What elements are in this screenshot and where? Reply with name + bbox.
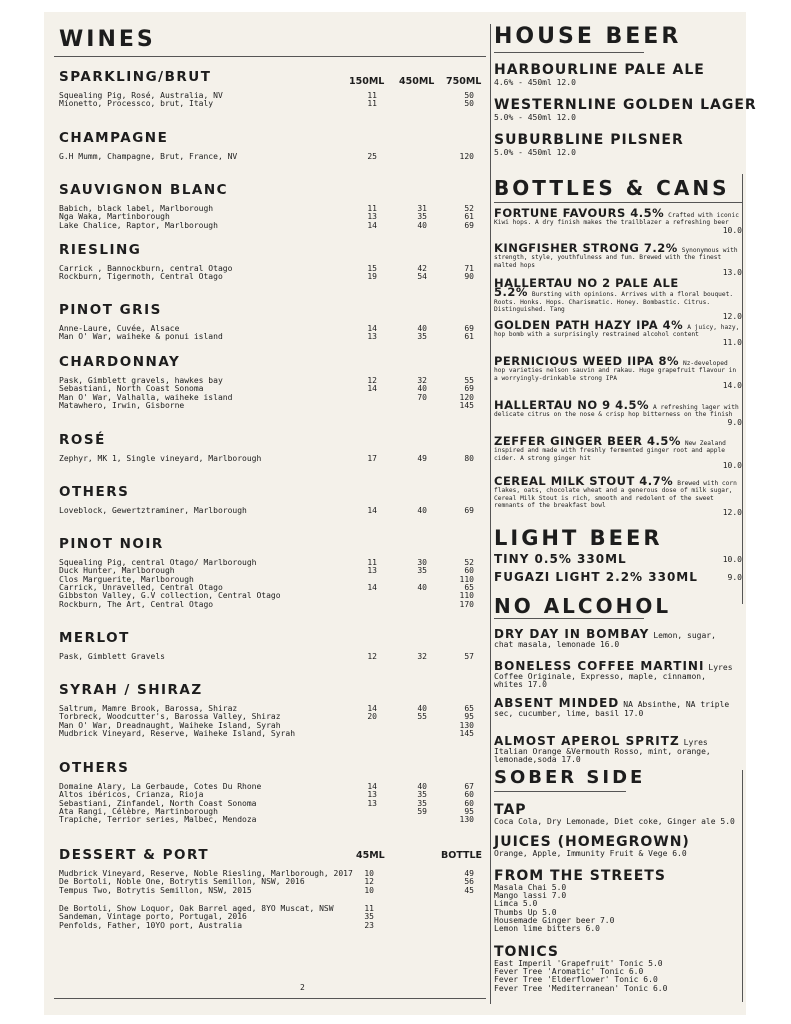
bottle-price: 12.0 <box>722 508 742 518</box>
wine-price: 60 <box>464 566 474 576</box>
wine-price: 12 <box>367 652 377 661</box>
dessert-price-45: 12 <box>364 877 374 887</box>
wine-price: 40 <box>417 704 427 713</box>
sober-title: SOBER SIDE <box>494 767 646 788</box>
wine-name: Man O' War, Valhalla, waiheke island <box>59 392 233 402</box>
bottle-item <box>494 206 742 235</box>
no-alcohol-title: NO ALCOHOL <box>494 594 672 618</box>
wine-price: 50 <box>464 99 474 109</box>
wine-name: Squealing Pig, Rosé, Australia, NV <box>59 91 223 100</box>
wine-section-title-pinotgris: PINOT GRIS <box>59 302 162 318</box>
sober-rule <box>494 791 626 792</box>
streets-title: FROM THE STREETS <box>494 868 666 884</box>
dessert-price-bottle: 45 <box>464 885 474 895</box>
streets-item: Lemon lime bitters 6.0 <box>494 924 600 934</box>
wine-price: 11 <box>367 558 377 567</box>
bottle-price: 9.0 <box>727 417 742 427</box>
wine-col-750: 750ML <box>446 76 482 87</box>
wine-name: Domaine Alary, La Gerbaude, Cotes Du Rhone <box>59 782 262 791</box>
wine-price: 17 <box>367 454 377 463</box>
bottle-price: 13.0 <box>722 268 742 278</box>
wine-price: 90 <box>464 272 474 282</box>
wine-price: 110 <box>459 574 474 584</box>
bottle-name: FORTUNE FAVOURS 4.5% <box>494 206 665 220</box>
wine-price: 52 <box>464 204 474 213</box>
dessert-price-45: 35 <box>364 912 374 922</box>
bottle-name: ZEFFER GINGER BEER 4.5% <box>494 434 681 448</box>
wine-price: 65 <box>464 704 474 713</box>
no-alcohol-item <box>494 627 739 649</box>
tap-title: TAP <box>494 802 527 818</box>
wine-name: Zephyr, MK 1, Single vineyard, Marlborough <box>59 454 262 463</box>
wine-name: Rockburn, The Art, Central Otago <box>59 599 214 609</box>
bottle-desc: Nz-developed hop varieties nelson sauvin and rakau. Huge grapefruit flavour in a worryingly-drinkable strong IPA <box>494 360 737 382</box>
wine-name: Saltrum, Mamre Brook, Barossa, Shiraz <box>59 704 238 713</box>
wine-name: Matawhero, Irwin, Gisborne <box>59 400 185 410</box>
wines-bottom-rule <box>54 998 486 999</box>
wine-name: Pask, Gimblett gravels, hawkes bay <box>59 376 223 385</box>
dessert-col-bottle: BOTTLE <box>441 850 483 861</box>
wine-price: 30 <box>417 558 427 567</box>
bottle-item <box>494 276 742 322</box>
bottle-price: 11.0 <box>722 337 742 347</box>
bottle-item <box>494 318 742 347</box>
tonics-list <box>494 960 667 993</box>
no-alcohol-item <box>494 696 739 718</box>
wine-section-title-pinotnoir: PINOT NOIR <box>59 536 164 552</box>
wine-price: 60 <box>464 790 474 800</box>
wine-price: 42 <box>417 264 427 273</box>
wine-name: Duck Hunter, Marlborough <box>59 566 175 576</box>
wine-price: 59 <box>417 806 427 816</box>
bottle-price: 10.0 <box>722 225 742 235</box>
house-beer-3-detail: 5.0% - 450ml 12.0 <box>494 148 576 157</box>
streets-item: Masala Chai 5.0 <box>494 883 567 892</box>
no-alcohol-item <box>494 734 739 765</box>
house-beer-1-detail: 4.6% - 450ml 12.0 <box>494 78 576 87</box>
wines-title-rule <box>54 56 486 57</box>
bottle-item <box>494 241 742 278</box>
bottle-name: CEREAL MILK STOUT 4.7% <box>494 474 674 488</box>
wine-price: 145 <box>459 400 474 410</box>
wine-name: Man O' War, waiheke & ponui island <box>59 332 223 342</box>
wine-price: 12 <box>367 376 377 385</box>
wine-price: 130 <box>459 815 474 825</box>
streets-item: Mango lassi 7.0 <box>494 891 567 901</box>
dessert-price-45: 10 <box>364 885 374 895</box>
dessert-title: DESSERT & PORT <box>59 847 210 863</box>
streets-item: Thumbs Up 5.0 <box>494 907 557 917</box>
right-border <box>742 174 743 604</box>
no-alcohol-desc: NA Absinthe, NA triple sec, cucumber, lime, basil 17.0 <box>494 700 730 718</box>
wine-name: Pask, Gimblett Gravels <box>59 652 165 661</box>
wine-section-title-sparkling: SPARKLING/BRUT <box>59 69 212 85</box>
wine-price: 40 <box>417 582 427 592</box>
wine-price: 50 <box>464 91 474 100</box>
wine-price: 35 <box>417 798 427 808</box>
wine-price: 35 <box>417 566 427 576</box>
tonics-item: Fever Tree 'Aromatic' Tonic 6.0 <box>494 967 644 977</box>
wine-price: 67 <box>464 782 474 791</box>
wine-price: 13 <box>367 212 377 222</box>
dessert-name: Penfolds, Father, 10YO port, Australia <box>59 920 243 930</box>
bottle-item <box>494 474 742 518</box>
wine-name: G.H Mumm, Champagne, Brut, France, NV <box>59 152 238 161</box>
light-beer-2-price: 9.0 <box>727 573 742 582</box>
wine-name: Anne-Laure, Cuvée, Alsace <box>59 324 180 333</box>
wine-price: 14 <box>367 506 377 515</box>
juices-title: JUICES (HOMEGROWN) <box>494 834 690 850</box>
dessert-price-45: 23 <box>364 920 374 930</box>
bottles-rule <box>494 202 742 203</box>
streets-item: Housemade Ginger beer 7.0 <box>494 915 615 925</box>
light-beer-1-name: TINY 0.5% 330ML <box>494 552 627 566</box>
wine-name: Loveblock, Gewertztraminer, Marlborough <box>59 506 247 515</box>
wine-section-title-riesling: RIESLING <box>59 242 142 258</box>
wine-name: Mionetto, Processco, brut, Italy <box>59 99 214 109</box>
wine-price: 54 <box>417 272 427 282</box>
wine-price: 69 <box>464 220 474 230</box>
wine-price: 69 <box>464 384 474 394</box>
tap-desc: Coca Cola, Dry Lemonade, Diet coke, Ginger ale 5.0 <box>494 817 735 826</box>
wine-section-title-others1: OTHERS <box>59 484 130 500</box>
wine-price: 14 <box>367 704 377 713</box>
wine-price: 145 <box>459 728 474 738</box>
wine-price: 40 <box>417 324 427 333</box>
wine-price: 60 <box>464 798 474 808</box>
juices-desc: Orange, Apple, Immunity Fruit & Vege 6.0 <box>494 849 687 858</box>
tonics-title: TONICS <box>494 944 559 960</box>
bottle-desc: Crafted with iconic Kiwi hops. A dry finish makes the trailblazer a refreshing beer <box>494 212 739 227</box>
dessert-name: Mudbrick Vineyard, Reserve, Noble Riesling, Marlborough, 2017 <box>59 869 353 878</box>
light-beer-title: LIGHT BEER <box>494 526 663 550</box>
dessert-price-bottle: 49 <box>464 869 474 878</box>
menu-page <box>44 12 757 1015</box>
wine-price: 40 <box>417 506 427 515</box>
sober-border <box>742 770 743 1002</box>
wine-price: 170 <box>459 599 474 609</box>
no-alcohol-item <box>494 659 739 690</box>
no-alcohol-desc: Lyres Coffee Originale, Expresso, maple, cinnamon, whites 17.0 <box>494 663 733 689</box>
wine-price: 71 <box>464 264 474 273</box>
house-beer-title: HOUSE BEER <box>494 24 682 49</box>
wine-name: Carrick, Unravelled, Central Otago <box>59 582 223 592</box>
wine-price: 35 <box>417 332 427 342</box>
wine-price: 32 <box>417 376 427 385</box>
wine-name: Nga Waka, Martinborough <box>59 212 170 222</box>
wine-price: 61 <box>464 332 474 342</box>
bottle-desc: Synonymous with strength, style, youthfulness and fun. Brewed with the finest malted hops <box>494 247 738 269</box>
streets-item: Limca 5.0 <box>494 899 538 909</box>
wine-name: Rockburn, Tigermoth, Central Otago <box>59 272 223 282</box>
wine-price: 57 <box>464 652 474 661</box>
wines-title: WINES <box>59 27 156 52</box>
wine-price: 14 <box>367 782 377 791</box>
no-alcohol-desc: Lemon, sugar, chat masala, lemonade 16.0 <box>494 631 716 649</box>
wine-name: Altos ibéricos, Crianza, Rioja <box>59 790 204 800</box>
wine-section-title-sauvignon: SAUVIGNON BLANC <box>59 182 229 198</box>
wine-price: 69 <box>464 506 474 515</box>
light-beer-2-name: FUGAZI LIGHT 2.2% 330ML <box>494 570 698 584</box>
house-beer-rule <box>494 52 644 53</box>
bottles-title: BOTTLES & CANS <box>494 176 730 200</box>
dessert-price-bottle: 56 <box>464 877 474 887</box>
dessert-name: Tempus Two, Botrytis Semillon, NSW, 2015 <box>59 885 252 895</box>
wine-price: 120 <box>459 152 474 161</box>
wine-price: 55 <box>464 376 474 385</box>
wine-price: 69 <box>464 324 474 333</box>
bottle-price: 12.0 <box>722 312 742 322</box>
wine-price: 110 <box>459 591 474 601</box>
wine-price: 25 <box>367 152 377 161</box>
wine-price: 13 <box>367 790 377 800</box>
tonics-item: Fever Tree 'Elderflower' Tonic 6.0 <box>494 975 658 985</box>
bottle-desc: A juicy, hazy, hop bomb with a surprisingly restrained alcohol content <box>494 324 740 339</box>
wine-name: Mudbrick Vineyard, Reserve, Waiheke Island, Syrah <box>59 728 296 738</box>
dessert-price-45: 11 <box>364 904 374 913</box>
wine-section-title-champagne: CHAMPAGNE <box>59 130 169 146</box>
light-beer-1-price: 10.0 <box>722 555 742 564</box>
wine-price: 15 <box>367 264 377 273</box>
dessert-price-45: 10 <box>364 869 374 878</box>
streets-list <box>494 884 614 933</box>
dessert-name: De Bortoli, Noble One, Botrytis Semillon, NSW, 2016 <box>59 877 305 887</box>
bottle-name: PERNICIOUS WEED IIPA 8% <box>494 354 679 368</box>
wine-price: 14 <box>367 220 377 230</box>
wine-col-450: 450ML <box>399 76 435 87</box>
no-alcohol-name: DRY DAY IN BOMBAY <box>494 627 650 641</box>
wine-price: 14 <box>367 384 377 394</box>
bottle-name: HALLERTAU NO 2 PALE ALE 5.2% <box>494 276 679 300</box>
wine-price: 11 <box>367 91 377 100</box>
bottle-name: GOLDEN PATH HAZY IPA 4% <box>494 318 684 332</box>
wine-price: 40 <box>417 220 427 230</box>
wine-price: 55 <box>417 712 427 722</box>
wine-name: Man O' War, Dreadnaught, Waiheke Island, Syrah <box>59 720 281 730</box>
wine-price: 95 <box>464 806 474 816</box>
wine-name: Lake Chalice, Raptor, Marlborough <box>59 220 218 230</box>
wine-price: 130 <box>459 720 474 730</box>
wine-price: 19 <box>367 272 377 282</box>
wine-price: 14 <box>367 324 377 333</box>
wine-name: Sebastiani, Zinfandel, North Coast Sonoma <box>59 798 257 808</box>
wine-price: 61 <box>464 212 474 222</box>
wine-price: 13 <box>367 798 377 808</box>
wine-name: Sebastiani, North Coast Sonoma <box>59 384 204 394</box>
wine-price: 70 <box>417 392 427 402</box>
wine-price: 20 <box>367 712 377 722</box>
wine-price: 31 <box>417 204 427 213</box>
wine-name: Gibbston Valley, G.V collection, Central Otago <box>59 591 281 601</box>
dessert-col-45: 45ML <box>356 850 385 861</box>
wine-price: 40 <box>417 384 427 394</box>
page-number: 2 <box>300 983 305 992</box>
tonics-item: Fever Tree 'Mediterranean' Tonic 6.0 <box>494 983 668 993</box>
no-alcohol-desc: Lyres Italian Orange &Vermouth Rosso, mint, orange, lemonade,soda 17.0 <box>494 738 711 764</box>
wine-section-title-rose: ROSÉ <box>59 432 106 448</box>
wine-price: 13 <box>367 566 377 576</box>
wine-price: 14 <box>367 582 377 592</box>
wine-name: Carrick , Bannockburn, central Otago <box>59 264 233 273</box>
wine-price: 49 <box>417 454 427 463</box>
bottle-name: HALLERTAU NO 9 4.5% <box>494 398 650 412</box>
no-alcohol-rule <box>494 618 644 619</box>
wine-price: 11 <box>367 204 377 213</box>
wine-name: Trapiche, Terrior series, Malbec, Mendoza <box>59 815 257 825</box>
house-beer-2-detail: 5.0% - 450ml 12.0 <box>494 113 576 122</box>
wine-name: Torbreck, Woodcutter's, Barossa Valley, Shiraz <box>59 712 281 722</box>
wine-price: 80 <box>464 454 474 463</box>
wine-price: 32 <box>417 652 427 661</box>
wine-price: 35 <box>417 212 427 222</box>
wine-price: 65 <box>464 582 474 592</box>
bottle-price: 10.0 <box>722 461 742 471</box>
wine-price: 35 <box>417 790 427 800</box>
no-alcohol-name: ALMOST APEROL SPRITZ <box>494 734 680 748</box>
no-alcohol-name: BONELESS COFFEE MARTINI <box>494 659 705 673</box>
wine-col-150: 150ML <box>349 76 385 87</box>
bottle-item <box>494 434 742 471</box>
wine-price: 13 <box>367 332 377 342</box>
bottle-desc: Brewed with corn flakes, oats, chocolate wheat and a generous dose of milk sugar, Cereal Milk Stout is rich, smooth and redolent of the sweet remnants of the breakfast bowl <box>494 480 737 510</box>
bottle-price: 14.0 <box>722 381 742 391</box>
wine-name: Clos Marguerite, Marlborough <box>59 574 194 584</box>
house-beer-1-name: HARBOURLINE PALE ALE <box>494 62 705 78</box>
bottle-desc: New Zealand inspired and made with freshly fermented ginger root and apple cider. A strong ginger hit <box>494 440 726 462</box>
wine-price: 120 <box>459 392 474 402</box>
wine-price: 11 <box>367 99 377 109</box>
bottle-item <box>494 354 742 391</box>
wine-name: Ata Rangi, Célèbre, Martinborough <box>59 806 218 816</box>
wine-price: 40 <box>417 782 427 791</box>
bottle-desc: A refreshing lager with delicate citrus on the nose & crisp hop bitterness on the finish <box>494 404 739 419</box>
bottle-desc: Bursting with opinions. Arrives with a floral bouquet. Roots. Honks. Hops. Charismatic. Honey. Bombastic. Citrus. Distinguished. Tang <box>494 291 734 314</box>
house-beer-2-name: WESTERNLINE GOLDEN LAGER <box>494 97 757 113</box>
dessert-name: Sandeman, Vintage porto, Portugal, 2016 <box>59 912 247 922</box>
dessert-name: De Bortoli, Show Loquor, Oak Barrel aged, 8YO Muscat, NSW <box>59 904 334 913</box>
column-divider <box>490 24 491 1004</box>
bottle-name: KINGFISHER STRONG 7.2% <box>494 241 678 255</box>
wine-section-title-merlot: MERLOT <box>59 630 130 646</box>
no-alcohol-name: ABSENT MINDED <box>494 696 620 710</box>
tonics-item: East Imperil 'Grapefruit' Tonic 5.0 <box>494 959 663 968</box>
house-beer-3-name: SUBURBLINE PILSNER <box>494 132 684 148</box>
wine-price: 95 <box>464 712 474 722</box>
wine-name: Babich, black label, Marlborough <box>59 204 214 213</box>
wine-section-title-syrah: SYRAH / SHIRAZ <box>59 682 203 698</box>
wine-name: Squealing Pig, central Otago/ Marlborough <box>59 558 257 567</box>
bottle-item <box>494 398 742 427</box>
wine-section-title-others2: OTHERS <box>59 760 130 776</box>
wine-section-title-chardonnay: CHARDONNAY <box>59 354 181 370</box>
wine-price: 52 <box>464 558 474 567</box>
